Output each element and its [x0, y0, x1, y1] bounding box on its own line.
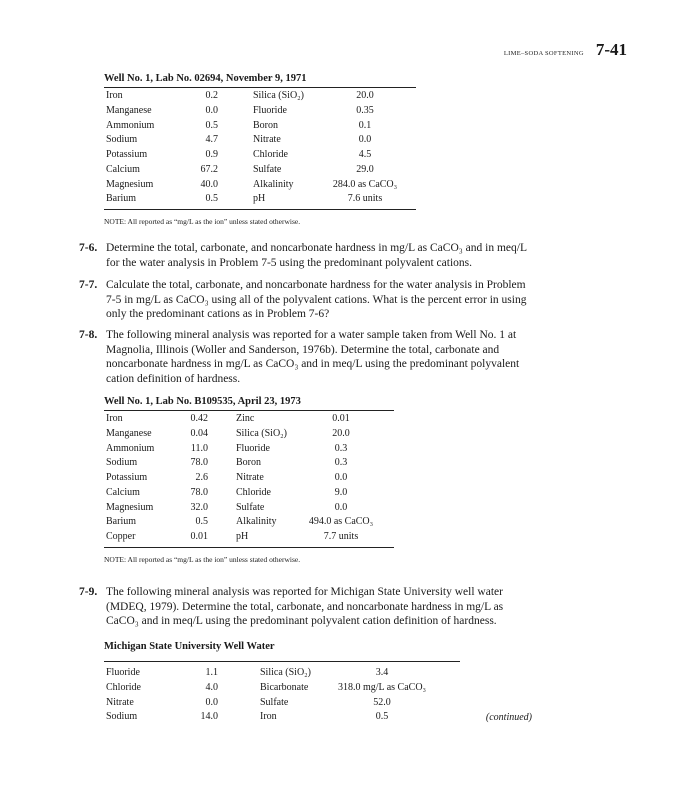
table-title: Well No. 1, Lab No. B109535, April 23, 1973	[104, 396, 301, 407]
continued-label: (continued)	[485, 712, 532, 723]
table-row: Nitrate 0.0 Sulfate 52.0	[106, 696, 391, 708]
problem-7-8	[80, 328, 530, 386]
table-row: Copper 0.01 pH 7.7 units	[106, 531, 359, 542]
table-row: Calcium 67.2 Sulfate 29.0	[106, 163, 374, 175]
table-row: Potassium 0.9 Chloride 4.5	[106, 149, 372, 160]
table-row: Manganese 0.0 Fluoride 0.35	[106, 104, 374, 116]
table-msu-well-water	[104, 641, 460, 727]
table-row: Magnesium 32.0 Sulfate 0.0	[106, 501, 348, 513]
problem-number: 7-9.	[79, 586, 98, 598]
table-row: Sodium 78.0 Boron 0.3	[106, 457, 348, 469]
table-body	[104, 411, 394, 547]
problem-7-9	[80, 585, 530, 629]
table-rule-bottom	[104, 209, 416, 210]
table-row: Sodium 14.0 Iron 0.5	[106, 711, 389, 723]
table-well-1973	[104, 396, 394, 564]
problem-text: The following mineral analysis was reported for Michigan State University well water (MDEQ, 1979). Determine the total, carbonate, and noncarbonate hardness in mg/L as CaCO₃ and in meq/L using the predominant polyvalent cation definition of hardness.	[106, 586, 504, 628]
table-row: Potassium 2.6 Nitrate 0.0	[106, 472, 348, 483]
table-note: NOTE: All reported as “mg/L as the ion” unless stated otherwise.	[104, 217, 301, 226]
page-number: 7-41	[595, 40, 627, 59]
problem-7-6	[80, 241, 530, 270]
problem-7-7	[80, 278, 530, 322]
running-head	[504, 40, 627, 60]
table-row: Ammonium 11.0 Fluoride 0.3	[106, 442, 348, 454]
table-body	[104, 88, 416, 209]
problem-number: 7-7.	[79, 279, 98, 291]
table-body	[104, 662, 460, 727]
problem-text: Calculate the total, carbonate, and noncarbonate hardness for the water analysis in Problem 7-5 in mg/L as CaCO₃ using all of the polyvalent cations. What is the percent error in using only the predominant cations as in Problem 7-6?	[106, 279, 527, 321]
section-name: LIME–SODA SOFTENING	[503, 50, 584, 57]
table-row: Iron 0.42 Zinc 0.01	[106, 413, 350, 424]
table-row: Barium 0.5 pH 7.6 units	[106, 193, 383, 205]
table-rule-bottom	[104, 547, 394, 548]
table-well-1971	[104, 73, 416, 226]
problem-text: The following mineral analysis was reported for a water sample taken from Well No. 1 at Magnolia, Illinois (Woller and Sanderson, 1976b). Determine the total, carbonate and noncarbonate hardness in mg/L as CaCO₃ and in meq/L using the predominant polyvalent cation definition of hardness.	[106, 329, 520, 385]
table-row: Fluoride 1.1 Silica (SiO₂) 3.4	[106, 667, 389, 678]
problem-number: 7-6.	[79, 242, 98, 254]
table-note: NOTE: All reported as “mg/L as the ion” unless stated otherwise.	[104, 554, 301, 564]
table-row: Ammonium 0.5 Boron 0.1	[106, 119, 372, 131]
table-row: Magnesium 40.0 Alkalinity 284.0 as CaCO₃	[106, 178, 398, 190]
table-title: Michigan State University Well Water	[104, 641, 275, 652]
table-row: Manganese 0.04 Silica (SiO₂) 20.0	[106, 427, 350, 439]
table-row: Sodium 4.7 Nitrate 0.0	[106, 134, 372, 146]
table-row: Chloride 4.0 Bicarbonate 318.0 mg/L as CaCO₃	[106, 681, 427, 693]
table-row: Iron 0.2 Silica (SiO₂) 20.0	[106, 90, 374, 101]
table-row: Barium 0.5 Alkalinity 494.0 as CaCO₃	[106, 516, 374, 528]
problem-number: 7-8.	[79, 329, 98, 341]
table-row: Calcium 78.0 Chloride 9.0	[106, 486, 348, 498]
problem-text: Determine the total, carbonate, and noncarbonate hardness in mg/L as CaCO₃ and in meq/L for the water analysis in Problem 7-5 using the predominant polyvalent cations.	[106, 242, 527, 269]
table-title: Well No. 1, Lab No. 02694, November 9, 1971	[104, 73, 307, 84]
